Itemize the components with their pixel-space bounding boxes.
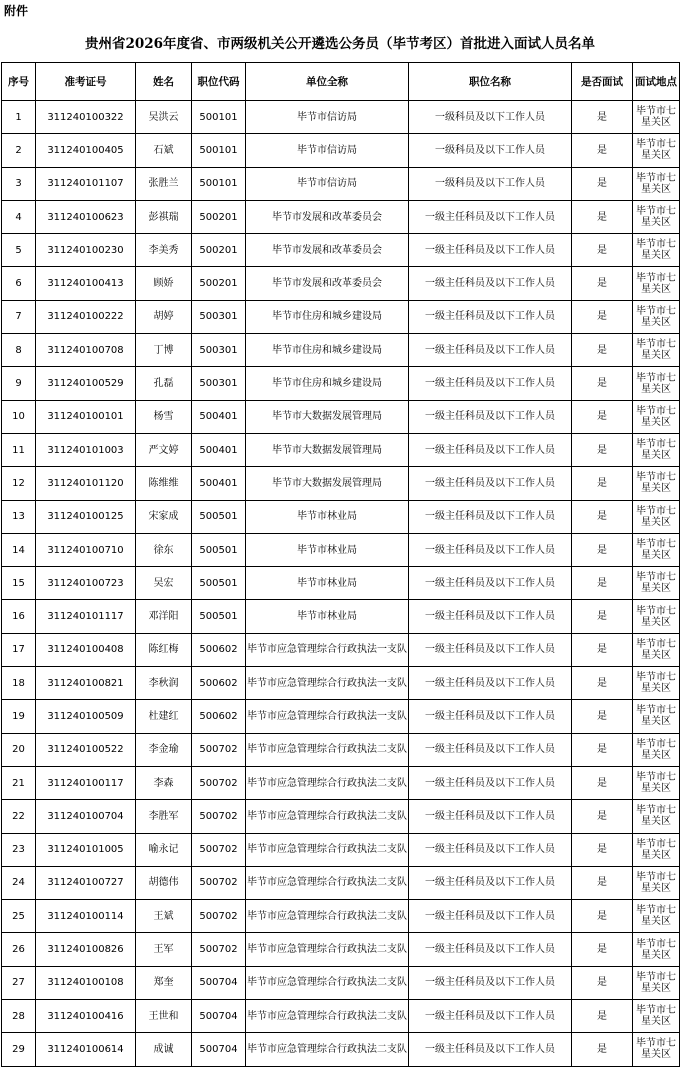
cell-name: 胡德伟 (136, 866, 192, 899)
cell-ticket-number: 311240100416 (36, 1000, 136, 1033)
cell-position-name: 一级主任科员及以下工作人员 (409, 833, 572, 866)
cell-name: 李秋润 (136, 667, 192, 700)
interview-list-table (1, 62, 680, 1067)
cell-ticket-number: 311240100114 (36, 900, 136, 933)
cell-interview: 是 (572, 500, 633, 533)
cell-position-name: 一级主任科员及以下工作人员 (409, 900, 572, 933)
cell-unit: 毕节市信访局 (246, 134, 409, 167)
cell-location: 毕节市七星关区 (633, 733, 680, 766)
cell-position-code: 500702 (192, 733, 246, 766)
cell-ticket-number: 311240100826 (36, 933, 136, 966)
cell-location: 毕节市七星关区 (633, 866, 680, 899)
cell-position-code: 500501 (192, 533, 246, 566)
cell-index: 24 (2, 866, 36, 899)
cell-location: 毕节市七星关区 (633, 367, 680, 400)
cell-location: 毕节市七星关区 (633, 300, 680, 333)
cell-location: 毕节市七星关区 (633, 633, 680, 666)
cell-interview: 是 (572, 101, 633, 134)
header-unit: 单位全称 (246, 63, 409, 101)
cell-ticket-number: 311240101120 (36, 467, 136, 500)
cell-position-name: 一级科员及以下工作人员 (409, 134, 572, 167)
cell-position-code: 500301 (192, 367, 246, 400)
cell-position-code: 500602 (192, 700, 246, 733)
table-row (2, 101, 680, 134)
cell-index: 28 (2, 1000, 36, 1033)
cell-location: 毕节市七星关区 (633, 933, 680, 966)
table-row (2, 467, 680, 500)
cell-position-name: 一级主任科员及以下工作人员 (409, 866, 572, 899)
cell-index: 7 (2, 300, 36, 333)
cell-index: 17 (2, 633, 36, 666)
cell-position-code: 500101 (192, 167, 246, 200)
cell-ticket-number: 311240100108 (36, 966, 136, 999)
cell-unit: 毕节市大数据发展管理局 (246, 433, 409, 466)
cell-name: 陈红梅 (136, 633, 192, 666)
header-index: 序号 (2, 63, 36, 101)
cell-ticket-number: 311240100710 (36, 533, 136, 566)
cell-name: 陈维维 (136, 467, 192, 500)
cell-unit: 毕节市林业局 (246, 567, 409, 600)
cell-unit: 毕节市林业局 (246, 533, 409, 566)
cell-name: 郑奎 (136, 966, 192, 999)
cell-interview: 是 (572, 900, 633, 933)
cell-position-code: 500704 (192, 1000, 246, 1033)
cell-interview: 是 (572, 300, 633, 333)
table-row (2, 267, 680, 300)
cell-index: 10 (2, 400, 36, 433)
table-row (2, 433, 680, 466)
cell-name: 杜建红 (136, 700, 192, 733)
cell-name: 徐东 (136, 533, 192, 566)
cell-index: 23 (2, 833, 36, 866)
table-row (2, 167, 680, 200)
table-row (2, 900, 680, 933)
table-row (2, 733, 680, 766)
cell-interview: 是 (572, 800, 633, 833)
cell-name: 王斌 (136, 900, 192, 933)
cell-interview: 是 (572, 367, 633, 400)
cell-index: 25 (2, 900, 36, 933)
cell-index: 2 (2, 134, 36, 167)
cell-interview: 是 (572, 833, 633, 866)
cell-unit: 毕节市发展和改革委员会 (246, 267, 409, 300)
table-row (2, 500, 680, 533)
cell-location: 毕节市七星关区 (633, 1000, 680, 1033)
cell-index: 12 (2, 467, 36, 500)
cell-ticket-number: 311240100230 (36, 234, 136, 267)
cell-index: 21 (2, 766, 36, 799)
cell-unit: 毕节市应急管理综合行政执法二支队 (246, 866, 409, 899)
cell-ticket-number: 311240100708 (36, 334, 136, 367)
cell-position-code: 500301 (192, 300, 246, 333)
cell-position-name: 一级主任科员及以下工作人员 (409, 1000, 572, 1033)
cell-interview: 是 (572, 733, 633, 766)
cell-interview: 是 (572, 267, 633, 300)
cell-ticket-number: 311240100413 (36, 267, 136, 300)
table-row (2, 1033, 680, 1066)
cell-position-name: 一级主任科员及以下工作人员 (409, 1033, 572, 1066)
header-ticket-number: 准考证号 (36, 63, 136, 101)
cell-index: 5 (2, 234, 36, 267)
cell-position-name: 一级主任科员及以下工作人员 (409, 600, 572, 633)
cell-unit: 毕节市发展和改革委员会 (246, 234, 409, 267)
cell-name: 吴洪云 (136, 101, 192, 134)
cell-interview: 是 (572, 234, 633, 267)
cell-position-code: 500401 (192, 433, 246, 466)
cell-name: 宋家成 (136, 500, 192, 533)
cell-unit: 毕节市大数据发展管理局 (246, 400, 409, 433)
cell-location: 毕节市七星关区 (633, 200, 680, 233)
cell-position-name: 一级主任科员及以下工作人员 (409, 367, 572, 400)
cell-name: 彭祺瑞 (136, 200, 192, 233)
cell-position-code: 500702 (192, 800, 246, 833)
cell-position-code: 500401 (192, 400, 246, 433)
cell-name: 孔磊 (136, 367, 192, 400)
table-row (2, 800, 680, 833)
cell-position-code: 500101 (192, 101, 246, 134)
cell-position-code: 500501 (192, 600, 246, 633)
cell-name: 顾娇 (136, 267, 192, 300)
cell-index: 22 (2, 800, 36, 833)
cell-location: 毕节市七星关区 (633, 833, 680, 866)
cell-location: 毕节市七星关区 (633, 600, 680, 633)
table-row (2, 633, 680, 666)
cell-name: 李胜军 (136, 800, 192, 833)
table-row (2, 600, 680, 633)
cell-unit: 毕节市发展和改革委员会 (246, 200, 409, 233)
cell-interview: 是 (572, 1033, 633, 1066)
cell-interview: 是 (572, 533, 633, 566)
cell-index: 8 (2, 334, 36, 367)
cell-ticket-number: 311240101107 (36, 167, 136, 200)
cell-location: 毕节市七星关区 (633, 800, 680, 833)
cell-interview: 是 (572, 400, 633, 433)
table-row (2, 400, 680, 433)
cell-position-code: 500704 (192, 966, 246, 999)
cell-name: 李美秀 (136, 234, 192, 267)
cell-interview: 是 (572, 700, 633, 733)
cell-name: 杨雪 (136, 400, 192, 433)
cell-location: 毕节市七星关区 (633, 101, 680, 134)
table-row (2, 134, 680, 167)
cell-position-code: 500501 (192, 500, 246, 533)
cell-position-name: 一级主任科员及以下工作人员 (409, 966, 572, 999)
cell-position-name: 一级主任科员及以下工作人员 (409, 300, 572, 333)
header-location: 面试地点 (633, 63, 680, 101)
cell-unit: 毕节市应急管理综合行政执法二支队 (246, 933, 409, 966)
cell-interview: 是 (572, 467, 633, 500)
cell-unit: 毕节市林业局 (246, 600, 409, 633)
cell-unit: 毕节市住房和城乡建设局 (246, 367, 409, 400)
header-position-code: 职位代码 (192, 63, 246, 101)
cell-name: 胡婷 (136, 300, 192, 333)
cell-interview: 是 (572, 567, 633, 600)
header-interview: 是否面试 (572, 63, 633, 101)
cell-interview: 是 (572, 200, 633, 233)
table-row (2, 933, 680, 966)
document-title: 贵州省2026年度省、市两级机关公开遴选公务员（毕节考区）首批进入面试人员名单 (84, 36, 596, 52)
cell-index: 26 (2, 933, 36, 966)
cell-ticket-number: 311240100727 (36, 866, 136, 899)
cell-index: 13 (2, 500, 36, 533)
cell-ticket-number: 311240100408 (36, 633, 136, 666)
table-row (2, 533, 680, 566)
cell-position-name: 一级主任科员及以下工作人员 (409, 234, 572, 267)
cell-unit: 毕节市住房和城乡建设局 (246, 300, 409, 333)
cell-position-name: 一级主任科员及以下工作人员 (409, 334, 572, 367)
cell-position-code: 500702 (192, 900, 246, 933)
cell-interview: 是 (572, 600, 633, 633)
cell-name: 王军 (136, 933, 192, 966)
cell-ticket-number: 311240100101 (36, 400, 136, 433)
table-row (2, 200, 680, 233)
cell-ticket-number: 311240100821 (36, 667, 136, 700)
cell-index: 18 (2, 667, 36, 700)
cell-interview: 是 (572, 1000, 633, 1033)
cell-interview: 是 (572, 933, 633, 966)
header-name: 姓名 (136, 63, 192, 101)
cell-interview: 是 (572, 334, 633, 367)
cell-index: 11 (2, 433, 36, 466)
cell-position-code: 500501 (192, 567, 246, 600)
cell-unit: 毕节市应急管理综合行政执法二支队 (246, 1033, 409, 1066)
cell-position-name: 一级主任科员及以下工作人员 (409, 733, 572, 766)
cell-ticket-number: 311240100509 (36, 700, 136, 733)
cell-unit: 毕节市大数据发展管理局 (246, 467, 409, 500)
table-body (2, 101, 680, 1067)
cell-location: 毕节市七星关区 (633, 267, 680, 300)
cell-position-code: 500702 (192, 833, 246, 866)
table-row (2, 1000, 680, 1033)
cell-position-name: 一级主任科员及以下工作人员 (409, 567, 572, 600)
cell-name: 张胜兰 (136, 167, 192, 200)
cell-position-code: 500602 (192, 633, 246, 666)
cell-index: 9 (2, 367, 36, 400)
cell-position-name: 一级主任科员及以下工作人员 (409, 800, 572, 833)
cell-position-code: 500602 (192, 667, 246, 700)
cell-interview: 是 (572, 866, 633, 899)
cell-position-name: 一级科员及以下工作人员 (409, 167, 572, 200)
cell-unit: 毕节市住房和城乡建设局 (246, 334, 409, 367)
cell-name: 喻永记 (136, 833, 192, 866)
table-row (2, 334, 680, 367)
table-header-row (2, 63, 680, 101)
cell-position-code: 500401 (192, 467, 246, 500)
cell-ticket-number: 311240100125 (36, 500, 136, 533)
cell-location: 毕节市七星关区 (633, 500, 680, 533)
cell-location: 毕节市七星关区 (633, 400, 680, 433)
cell-location: 毕节市七星关区 (633, 533, 680, 566)
cell-position-name: 一级主任科员及以下工作人员 (409, 467, 572, 500)
cell-unit: 毕节市信访局 (246, 167, 409, 200)
cell-position-code: 500201 (192, 234, 246, 267)
cell-ticket-number: 311240100117 (36, 766, 136, 799)
cell-unit: 毕节市应急管理综合行政执法二支队 (246, 733, 409, 766)
cell-position-name: 一级主任科员及以下工作人员 (409, 633, 572, 666)
cell-position-name: 一级主任科员及以下工作人员 (409, 700, 572, 733)
cell-name: 吴宏 (136, 567, 192, 600)
cell-index: 29 (2, 1033, 36, 1066)
cell-interview: 是 (572, 766, 633, 799)
cell-location: 毕节市七星关区 (633, 167, 680, 200)
cell-position-name: 一级主任科员及以下工作人员 (409, 267, 572, 300)
cell-ticket-number: 311240100614 (36, 1033, 136, 1066)
cell-index: 20 (2, 733, 36, 766)
cell-position-code: 500702 (192, 766, 246, 799)
cell-unit: 毕节市应急管理综合行政执法二支队 (246, 833, 409, 866)
cell-name: 石斌 (136, 134, 192, 167)
cell-name: 成诚 (136, 1033, 192, 1066)
cell-location: 毕节市七星关区 (633, 900, 680, 933)
cell-ticket-number: 311240100405 (36, 134, 136, 167)
cell-ticket-number: 311240100322 (36, 101, 136, 134)
cell-location: 毕节市七星关区 (633, 234, 680, 267)
cell-ticket-number: 311240101003 (36, 433, 136, 466)
cell-unit: 毕节市应急管理综合行政执法一支队 (246, 633, 409, 666)
cell-name: 严文婷 (136, 433, 192, 466)
cell-position-code: 500101 (192, 134, 246, 167)
cell-position-code: 500702 (192, 933, 246, 966)
cell-position-name: 一级主任科员及以下工作人员 (409, 533, 572, 566)
cell-position-name: 一级主任科员及以下工作人员 (409, 933, 572, 966)
cell-index: 1 (2, 101, 36, 134)
cell-ticket-number: 311240101117 (36, 600, 136, 633)
cell-unit: 毕节市应急管理综合行政执法二支队 (246, 766, 409, 799)
cell-index: 27 (2, 966, 36, 999)
cell-interview: 是 (572, 134, 633, 167)
cell-interview: 是 (572, 433, 633, 466)
cell-unit: 毕节市应急管理综合行政执法一支队 (246, 700, 409, 733)
cell-unit: 毕节市应急管理综合行政执法二支队 (246, 800, 409, 833)
cell-ticket-number: 311240100704 (36, 800, 136, 833)
cell-location: 毕节市七星关区 (633, 433, 680, 466)
cell-name: 王世和 (136, 1000, 192, 1033)
cell-location: 毕节市七星关区 (633, 667, 680, 700)
table-row (2, 234, 680, 267)
cell-position-name: 一级主任科员及以下工作人员 (409, 766, 572, 799)
cell-location: 毕节市七星关区 (633, 334, 680, 367)
cell-interview: 是 (572, 633, 633, 666)
table-row (2, 700, 680, 733)
cell-position-code: 500702 (192, 866, 246, 899)
cell-position-code: 500301 (192, 334, 246, 367)
cell-unit: 毕节市应急管理综合行政执法二支队 (246, 966, 409, 999)
cell-location: 毕节市七星关区 (633, 700, 680, 733)
cell-index: 15 (2, 567, 36, 600)
cell-index: 4 (2, 200, 36, 233)
cell-position-name: 一级主任科员及以下工作人员 (409, 200, 572, 233)
cell-location: 毕节市七星关区 (633, 567, 680, 600)
header-position-name: 职位名称 (409, 63, 572, 101)
cell-position-name: 一级主任科员及以下工作人员 (409, 400, 572, 433)
cell-name: 丁博 (136, 334, 192, 367)
cell-ticket-number: 311240100529 (36, 367, 136, 400)
cell-position-name: 一级主任科员及以下工作人员 (409, 433, 572, 466)
cell-position-code: 500201 (192, 200, 246, 233)
cell-index: 16 (2, 600, 36, 633)
table-row (2, 766, 680, 799)
cell-location: 毕节市七星关区 (633, 467, 680, 500)
cell-index: 19 (2, 700, 36, 733)
cell-position-name: 一级科员及以下工作人员 (409, 101, 572, 134)
attachment-label: 附件 (4, 4, 29, 18)
cell-index: 3 (2, 167, 36, 200)
table-row (2, 866, 680, 899)
cell-ticket-number: 311240100222 (36, 300, 136, 333)
cell-position-code: 500201 (192, 267, 246, 300)
cell-index: 6 (2, 267, 36, 300)
table-row (2, 833, 680, 866)
cell-unit: 毕节市应急管理综合行政执法二支队 (246, 900, 409, 933)
cell-position-name: 一级主任科员及以下工作人员 (409, 667, 572, 700)
cell-interview: 是 (572, 167, 633, 200)
table-row (2, 667, 680, 700)
table-row (2, 367, 680, 400)
cell-ticket-number: 311240100522 (36, 733, 136, 766)
table-row (2, 567, 680, 600)
cell-unit: 毕节市信访局 (246, 101, 409, 134)
cell-location: 毕节市七星关区 (633, 1033, 680, 1066)
cell-location: 毕节市七星关区 (633, 966, 680, 999)
cell-ticket-number: 311240100623 (36, 200, 136, 233)
cell-location: 毕节市七星关区 (633, 134, 680, 167)
cell-unit: 毕节市应急管理综合行政执法一支队 (246, 667, 409, 700)
cell-interview: 是 (572, 966, 633, 999)
cell-name: 邓洋阳 (136, 600, 192, 633)
cell-position-code: 500704 (192, 1033, 246, 1066)
table-row (2, 300, 680, 333)
cell-interview: 是 (572, 667, 633, 700)
table-row (2, 966, 680, 999)
cell-location: 毕节市七星关区 (633, 766, 680, 799)
cell-ticket-number: 311240101005 (36, 833, 136, 866)
cell-position-name: 一级主任科员及以下工作人员 (409, 500, 572, 533)
cell-index: 14 (2, 533, 36, 566)
cell-unit: 毕节市应急管理综合行政执法二支队 (246, 1000, 409, 1033)
cell-name: 李金瑜 (136, 733, 192, 766)
cell-name: 李森 (136, 766, 192, 799)
cell-ticket-number: 311240100723 (36, 567, 136, 600)
cell-unit: 毕节市林业局 (246, 500, 409, 533)
